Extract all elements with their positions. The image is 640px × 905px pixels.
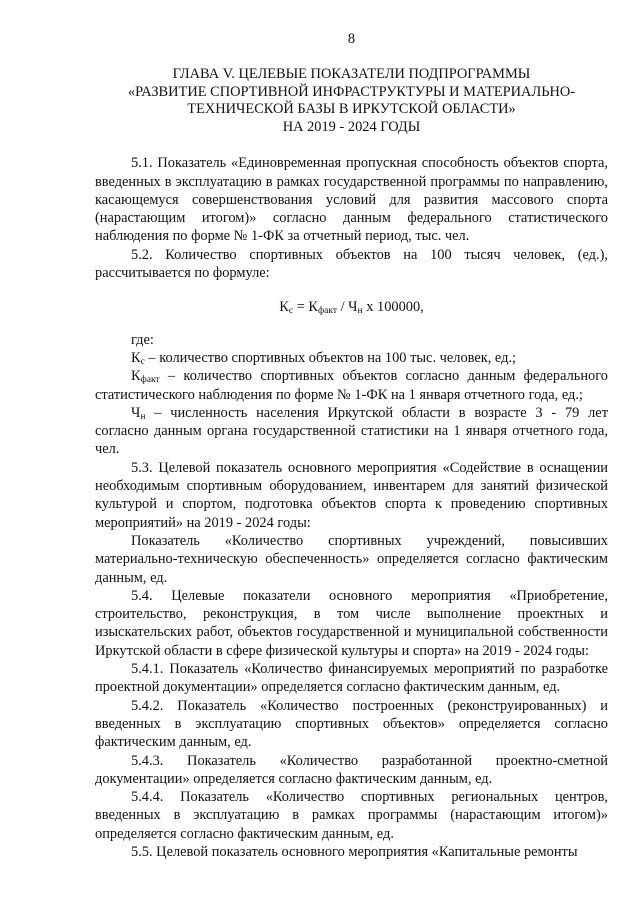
- title-line: ТЕХНИЧЕСКОЙ БАЗЫ В ИРКУТСКОЙ ОБЛАСТИ»: [187, 101, 516, 118]
- paragraph-5-2: 5.2. Количество спортивных объектов на 100 тысяч человек, (ед.), рассчитывается по формуле:: [95, 246, 608, 282]
- paragraph-5-4-3: 5.4.3. Показатель «Количество разработанной проектно-сметной документации» определяется согласно фактическим данным, ед.: [95, 752, 608, 787]
- formula: $К_с = К_{факт} / Ч_н$ х 100000,: [279, 299, 424, 317]
- page-number: 8: [347, 31, 356, 47]
- paragraph-5-1: 5.1. Показатель «Единовременная пропускная способность объектов спорта, введенных в эксплуатацию в рамках государственной программы по направлению, касающемуся совершенствования условий для развития массового спорта (нарастающим итогом)» согласно данным федерального статистического наблюдения по форме № 1-ФК за отчетный период, тыс. чел.: [95, 155, 608, 245]
- paragraph-5-4-1: 5.4.1. Показатель «Количество финансируемых мероприятий по разработке проектной документации» определяется согласно фактическим данным, ед.: [95, 661, 608, 696]
- title-line: ГЛАВА V. ЦЕЛЕВЫЕ ПОКАЗАТЕЛИ ПОДПРОГРАММЫ: [172, 66, 531, 83]
- paragraph-5-3: 5.3. Целевой показатель основного мероприятия «Содействие в оснащении необходимым спортивным оборудованием, инвентарем для занятий физической культурой и спортом, подготовка объектов спорта к проведению спортивных мероприятий» на 2019 - 2024 годы:: [95, 459, 608, 531]
- paragraph-5-4-2: 5.4.2. Показатель «Количество построенных (реконструированных) и введенных в эксплуатацию спортивных объектов» определяется согласно фактическим данным, ед.: [95, 697, 608, 751]
- paragraph-5-4-4: 5.4.4. Показатель «Количество спортивных региональных центров, введенных в эксплуатацию в рамках программы (нарастающим итогом)» определяется согласно фактическим данным, ед.: [95, 789, 608, 842]
- definition-kfact: $К_{факт}$ – количество спортивных объектов согласно данным федерального статистического наблюдения по форме № 1-ФК на 1 января отчетного года, ед.;: [95, 368, 608, 403]
- paragraph-5-5: 5.5. Целевой показатель основного мероприятия «Капитальные ремонты: [131, 843, 578, 860]
- title-line: «РАЗВИТИЕ СПОРТИВНОЙ ИНФРАСТРУКТУРЫ И МАТЕРИАЛЬНО-: [127, 83, 576, 100]
- paragraph-5-3-indicator: Показатель «Количество спортивных учреждений, повысивших материально-техническую обеспеченность» определяется согласно фактическим данным, ед.: [95, 532, 608, 586]
- definition-kc: $К_с$ – количество спортивных объектов на 100 тыс. человек, ед.;: [131, 349, 517, 367]
- definition-chn: $Ч_н$ – численность населения Иркутской области в возрасте 3 - 79 лет согласно данным органа государственной статистики на 1 января отчетного года, чел.: [95, 404, 608, 458]
- title-line: НА 2019 - 2024 ГОДЫ: [282, 118, 421, 135]
- paragraph-5-4: 5.4. Целевые показатели основного мероприятия «Приобретение, строительство, реконструкция, в том числе выполнение проектных и изыскательских работ, объектов государственной и муниципальной собственности Иркутской области в сфере физической культуры и спорта» на 2019 - 2024 годы:: [95, 587, 608, 659]
- where-label: где:: [131, 331, 154, 348]
- chapter-title: [95, 66, 608, 136]
